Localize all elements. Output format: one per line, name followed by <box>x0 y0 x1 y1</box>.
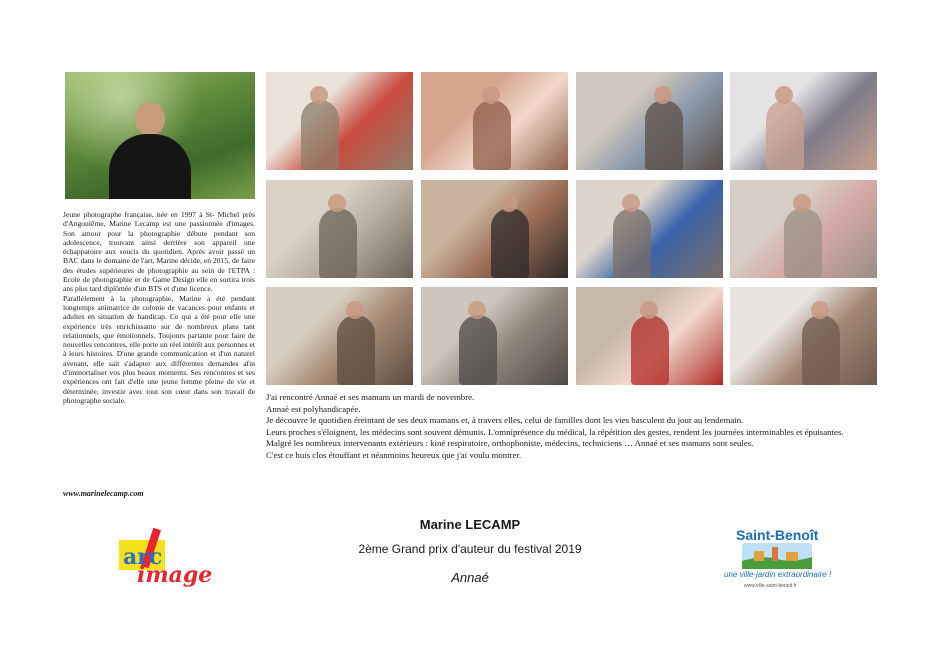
photo-exercise-ball <box>576 180 723 278</box>
photo-medical-corner <box>730 180 877 278</box>
story-line: Leurs proches s'éloignent, les médecins sont souvent démunis. L'omniprésence du médical, la répétition des gestes, rendent les journées interminables et épuisantes. <box>266 426 844 437</box>
photo-bath <box>576 287 723 385</box>
work-title: Annaé <box>451 570 489 585</box>
photo-window-light <box>266 287 413 385</box>
saint-benoit-title: Saint-Benoît <box>736 527 819 543</box>
saint-benoit-url: www.ville-saint-benoit.fr <box>744 583 797 589</box>
photo-window-hold <box>730 287 877 385</box>
photographer-name: Marine LECAMP <box>419 517 521 532</box>
photo-nose-care <box>421 72 568 170</box>
arc-image-logo <box>117 528 217 590</box>
story-line: J'ai rencontré Annaé et ses mamans un mardi de novembre. <box>266 392 475 402</box>
biography <box>63 210 255 405</box>
photo-feeding-tube <box>730 72 877 170</box>
photo-living-room <box>266 180 413 278</box>
portrait-photo <box>65 72 255 199</box>
photo-sofa-rest <box>421 287 568 385</box>
story-line: Je découvre le quotidien éreintant de ses deux mamans et, à travers elles, celui de familles dont les vies basculent du jour au lendemain. <box>266 415 744 425</box>
photo-sofa-hug <box>576 72 723 170</box>
photo-courtyard-walk <box>266 72 413 170</box>
story-text <box>266 392 881 461</box>
story-line: Annaé est polyhandicapée. <box>266 403 361 414</box>
story-line: Malgré les nombreux intervenants extérieurs : kiné respiratoire, orthophoniste, médecins, techniciens … Annaé et ses mamans sont seules. <box>266 438 754 448</box>
website-link[interactable]: www.marinelecamp.com <box>63 489 144 498</box>
photo-nebulizer <box>421 180 568 278</box>
bio-paragraph: Jeune photographe française, née en 1997 à St- Michel près d'Angoulême, Marine Lecamp est une passionnée d'images. Son amour pour la photographie débute pendant son adolescence, trouvant ainsi derrière son appareil une échappatoire aux soucis du quotidien. Après avoir passé un BAC dans le domaine de l'art, Marine décide, en 2015, de faire des études supérieures de photographie au sein de l'ETPA : Ecole de photographie et de Game Design elle en sortira trois ans plus tard diplômée d'un BTS et d'une licence. <box>63 210 255 294</box>
arc-logo-text: arc <box>123 544 163 570</box>
story-line: C'est ce huis clos étouffant et néanmoins heureux que j'ai voulu montrer. <box>266 449 522 460</box>
image-logo-text: image <box>137 562 213 588</box>
prize-label: 2ème Grand prix d'auteur du festival 2019 <box>358 542 582 556</box>
village-icon <box>742 543 812 569</box>
bio-paragraph: Parallèlement à la photographie, Marine a été pendant longtemps animatrice de colonie de vacances pour enfants et adultes en situation de handicap. Ce qui a été pour elle une expérience très enrichissante sur de nombreux plans tant relationnels, que émotionnels. Toujours partante pour faire de nouvelles rencontres, elle porte un réel intérêt aux personnes et à leurs histoires. D'une grande communication et d'un naturel avenant, elle sait s'adapter aux différentes demandes afin d'immortaliser vos plus beaux moments. Ses rencontres et ses expériences ont fait d'elle une jeune femme pleine de vie et déterminée, investie avec tout son cœur dans son travail de photographe sociale. <box>63 293 255 405</box>
saint-benoit-logo <box>720 527 840 597</box>
saint-benoit-tagline: une ville-jardin extraordinaire ! <box>724 570 832 579</box>
